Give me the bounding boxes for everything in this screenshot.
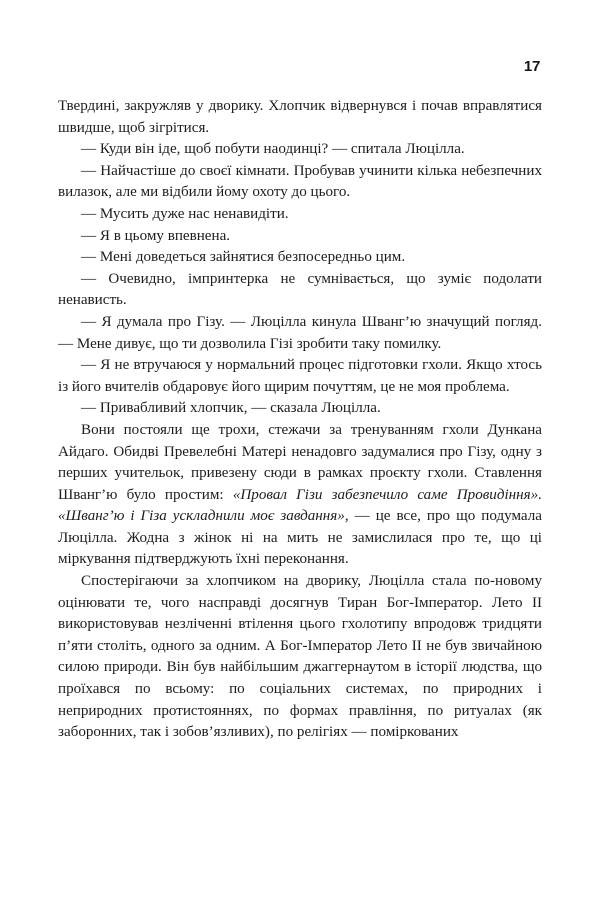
page-number: 17 [523, 58, 540, 75]
italic-inner-thought-quote: «Провал Гізи забезпечило саме Провидіння». «Шванг’ю і Гіза ускладнили моє завдання» [58, 486, 542, 525]
dialogue-line: — Мусить дуже нас ненавидіти. [81, 205, 289, 222]
narrative-paragraph: Спостерігаючи за хлопчиком на дворику, Люцілла стала по-новому оцінювати те, чого насправді досягнув Тиран Бог-Імператор. Лето II використовував незліченні втілення цього гхолотипу впродовж тридцяти п’яти століть, одного за одним. А Бог-Імператор Лето II не був звичайною силою природи. Він був найбільшим джаггернаутом в історії людства, що проїхався по всьому: по соціальних системах, по природних і неприродних протистояннях, по формах правління, по ритуалах (як заборонних, так і зобов’язливих), по релігіях — поміркованих [58, 573, 542, 741]
dialogue-line: — Найчастіше до своєї кімнати. Пробував учинити кілька небезпечних вилазок, але ми відбили йому охоту до цього. [58, 162, 542, 201]
dialogue-line: — Я в цьому впевнена. [81, 227, 231, 244]
dialogue-line: — Я не втручаюся у нормальний процес підготовки гхоли. Якщо хтось із його вчителів обдаровує його щирим почуттям, це не моя проблема. [58, 357, 542, 395]
quote-lead-in: Вони постояли ще трохи, стежачи за тренуванням гхоли Дункана Айдаго. Обидві Превелебні Матері ненадовго задумалися про Гізу, одну з перших учительок, привезену сюди в рамках проєкту гхоли. Ставлення Шванг’ю було простим: [58, 421, 542, 503]
dialogue-line: — Куди він іде, щоб побути наодинці? — спитала Люцілла. [81, 141, 465, 158]
dialogue-line: — Привабливий хлопчик, — сказала Люцілла. [81, 400, 381, 417]
narrative-paragraph-with-quote [58, 420, 542, 571]
page-text-block [58, 96, 542, 744]
paragraph-continuation: Твердині, закружляв у дворику. Хлопчик відвернувся і почав вправлятися швидше, щоб зігрітися. [58, 98, 542, 136]
dialogue-line: — Очевидно, імпринтерка не сумнівається, що зуміє подолати ненависть. [58, 270, 542, 309]
quote-trailer: , — це все, про що подумала Люцілла. Жодна з жінок ні на мить не замислилася про те, що ці міркування підтверджують їхні переконання. [58, 508, 542, 568]
dialogue-line: — Мені доведеться зайнятися безпосередньо цим. [81, 249, 406, 266]
dialogue-line: — Я думала про Гізу. — Люцілла кинула Шванг’ю значущий погляд. — Мене дивує, що ти дозволила Гізі зробити таку помилку. [58, 313, 542, 352]
